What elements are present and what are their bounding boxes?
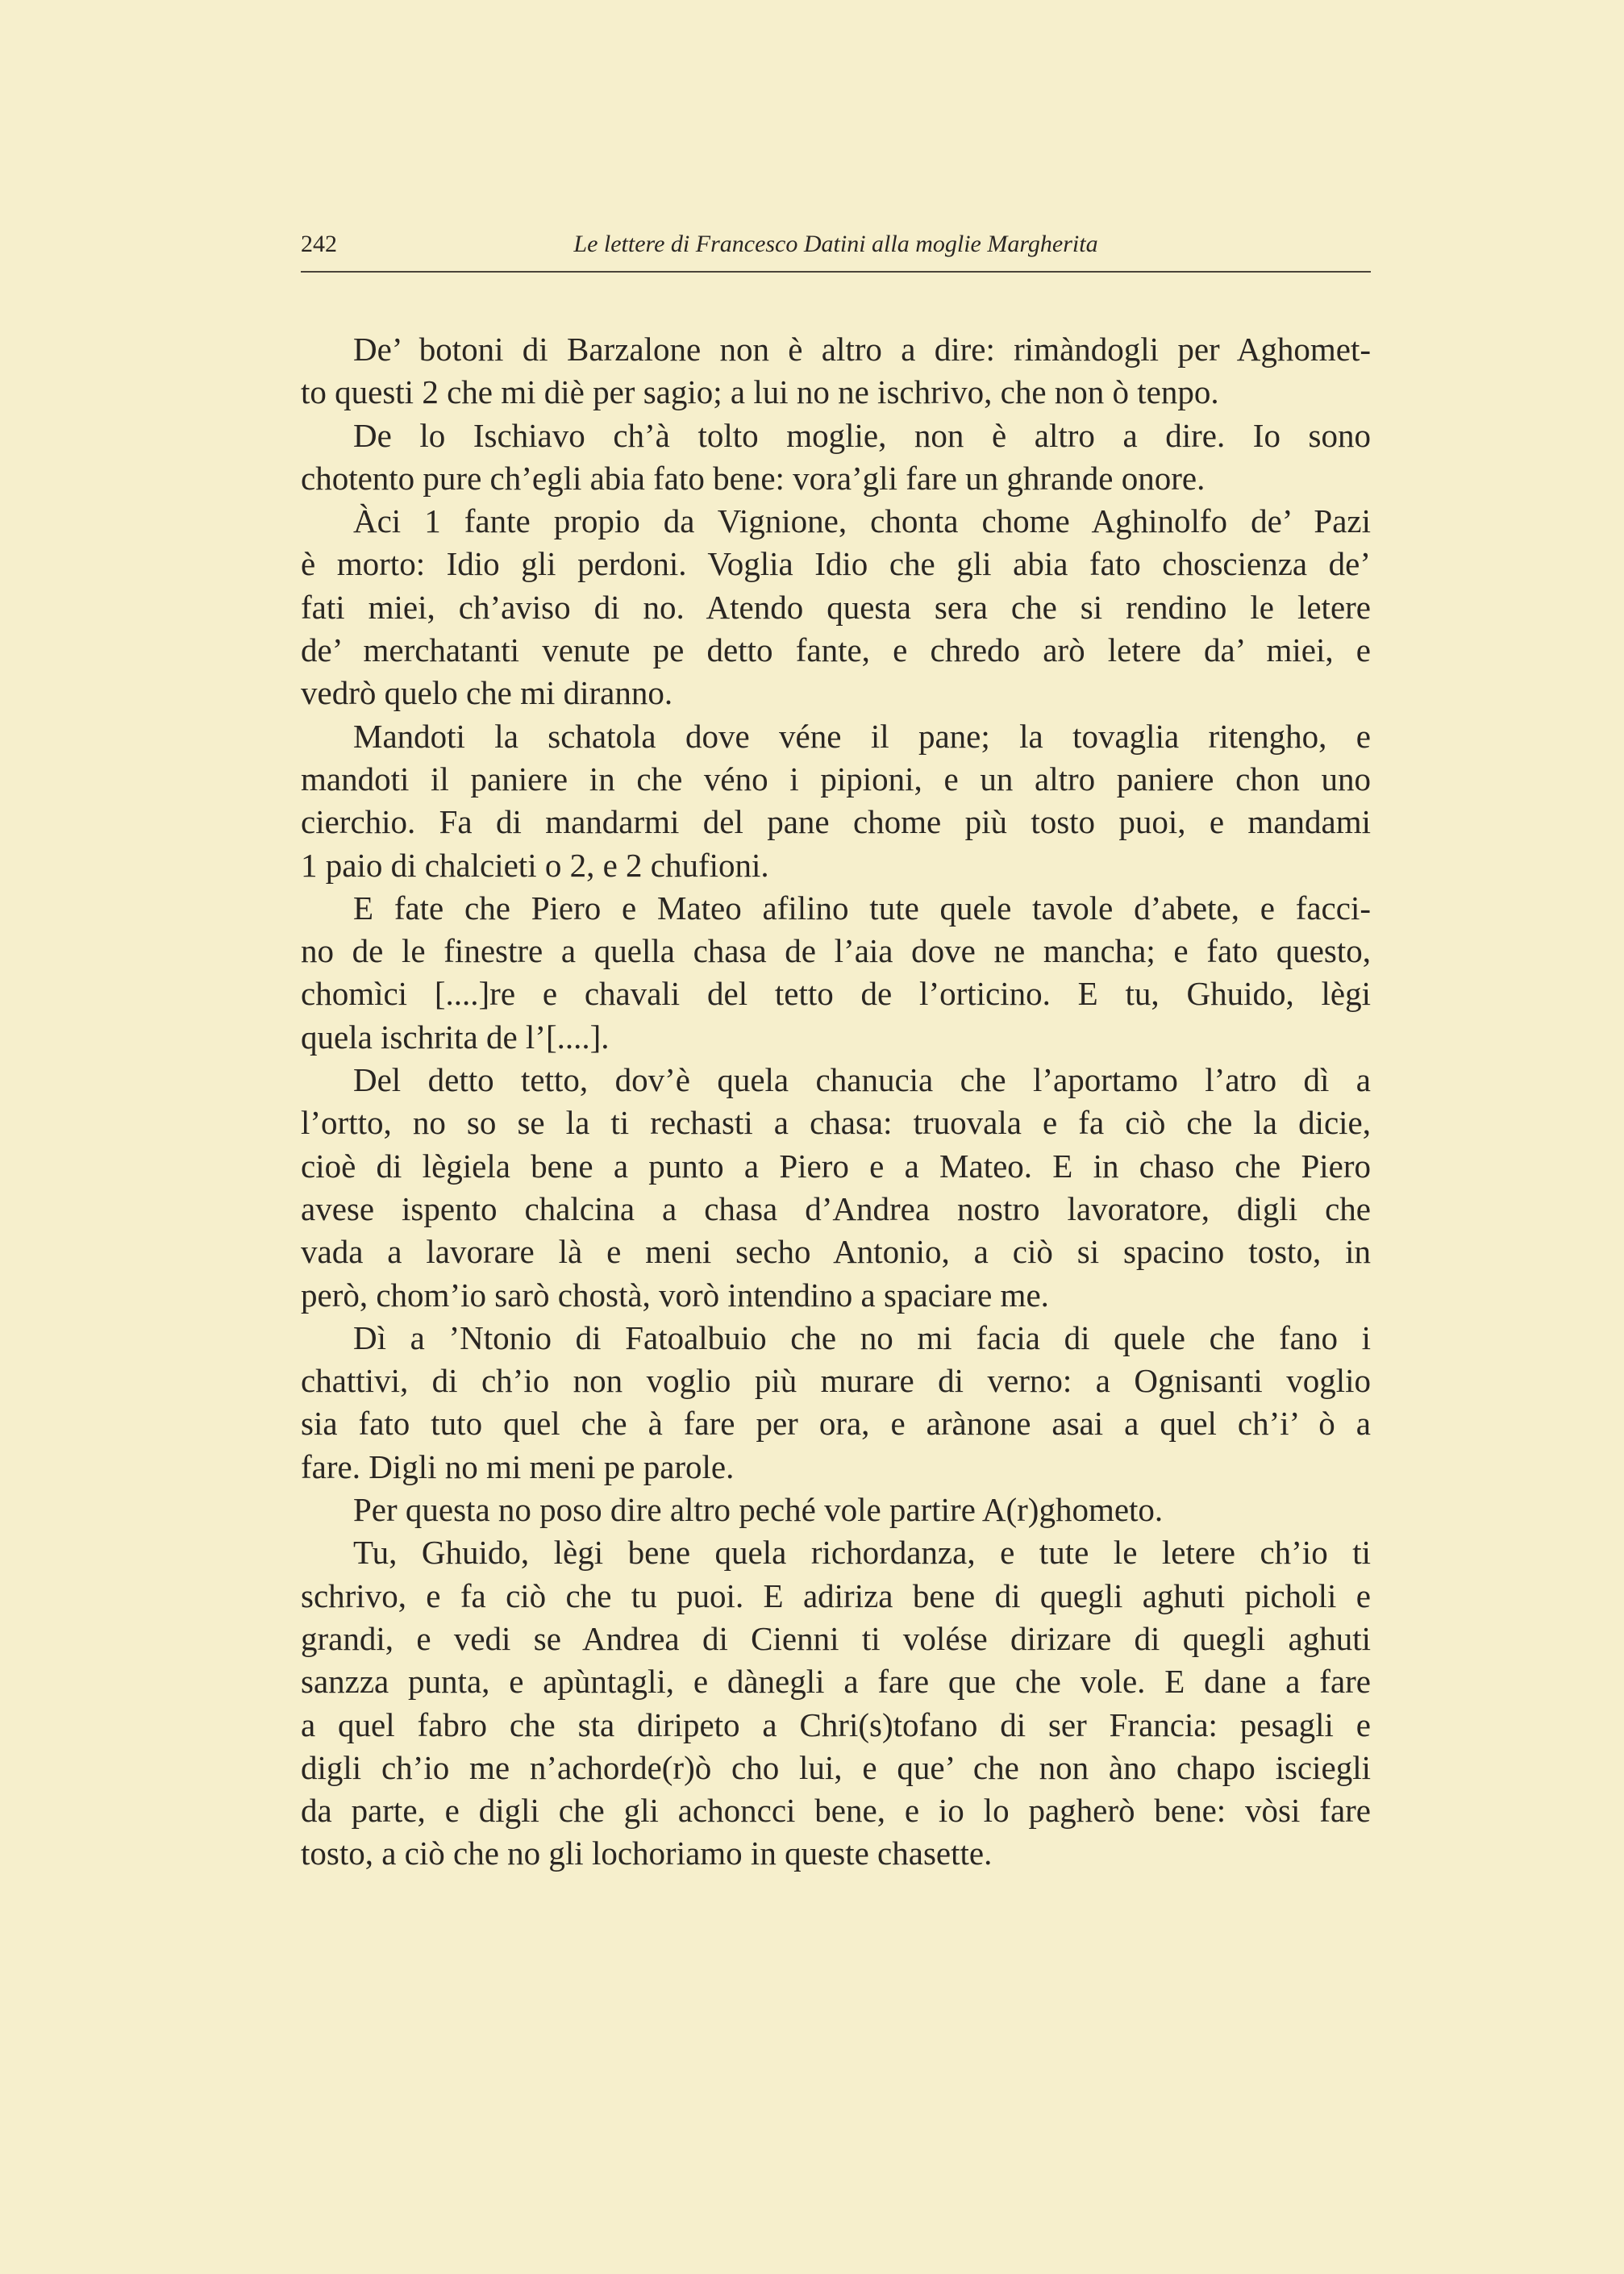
text-line: to questi 2 che mi diè per sagio; a lui no ne ischrivo, che non ò tenpo. [301,373,1219,411]
paragraph [301,887,1371,1059]
text-line: è morto: Idio gli perdoni. Voglia Idio che gli abia fato choscienza de’ [301,545,1371,583]
paragraph [301,1059,1371,1317]
text-line: De’ botoni di Barzalone non è altro a dire: rimàndogli per Aghomet- [353,331,1371,368]
paragraph [301,1489,1371,1531]
text-line: chotento pure ch’egli abia fato bene: vora’gli fare un ghrande onore. [301,459,1206,497]
text-line: E fate che Piero e Mateo afilino tute quele tavole d’abete, e facci- [353,889,1371,927]
text-line: Per questa no poso dire altro peché vole partire A(r)ghometo. [353,1491,1164,1529]
text-line: Mandoti la schatola dove véne il pane; la tovaglia ritengho, e [353,717,1371,755]
text-line: schrivo, e fa ciò che tu puoi. E adiriza bene di quegli aghuti picholi e [301,1576,1371,1614]
text-line: cierchio. Fa di mandarmi del pane chome più tosto puoi, e mandami [301,803,1371,841]
text-line: quela ischrita de l’[....]. [301,1018,610,1056]
text-line: fare. Digli no mi meni pe parole. [301,1447,735,1485]
text-line: chattivi, di ch’io non voglio più murare di verno: a Ognisanti voglio [301,1362,1371,1400]
text-line: grandi, e vedi se Andrea di Cienni ti volése dirizare di quegli aghuti [301,1619,1371,1657]
text-line: sia fato tuto quel che à fare per ora, e arànone asai a quel ch’i’ ò a [301,1405,1371,1443]
text-line: da parte, e digli che gli achoncci bene, e io lo pagherò bene: vòsi fare [301,1792,1371,1830]
text-line: avese ispento chalcina a chasa d’Andrea nostro lavoratore, digli che [301,1189,1371,1227]
paragraph [301,715,1371,887]
text-line: De lo Ischiavo ch’à tolto moglie, non è altro a dire. Io sono [353,416,1371,454]
paragraph [301,414,1371,501]
paragraph [301,500,1371,714]
running-title: Le lettere di Francesco Datini alla moglie Margherita [573,231,1098,257]
text-line: cioè di lègiela bene a punto a Piero e a Mateo. E in chaso che Piero [301,1147,1371,1185]
text-line: Tu, Ghuido, lègi bene quela richordanza, e tute le letere ch’io ti [353,1534,1371,1572]
text-line: l’ortto, no so se la ti rechasti a chasa: truovala e fa ciò che la dicie, [301,1104,1371,1142]
text-line: però, chom’io sarò chostà, vorò intendino a spaciare me. [301,1276,1049,1314]
text-line: 1 paio di chalcieti o 2, e 2 chufioni. [301,846,769,884]
text-line: de’ merchatanti venute pe detto fante, e chredo arò letere da’ miei, e [301,631,1371,669]
paragraph [301,328,1371,414]
text-line: Àci 1 fante propio da Vignione, chonta chome Aghinolfo de’ Pazi [353,502,1371,540]
text-line: fati miei, ch’aviso di no. Atendo questa sera che si rendino le letere [301,588,1371,626]
text-line: tosto, a ciò che no gli lochoriamo in queste chasette. [301,1835,993,1872]
text-line: chomìci [....]re e chavali del tetto de l’orticino. E tu, Ghuido, lègi [301,975,1371,1013]
paragraph [301,1531,1371,1875]
text-line: vada a lavorare là e meni secho Antonio, a ciò si spacino tosto, in [301,1233,1371,1271]
letter-body [301,328,1371,1876]
text-line: Dì a ’Ntonio di Fatoalbuio che no mi facia di quele che fano i [353,1318,1371,1356]
text-line: Del detto tetto, dov’è quela chanucia che l’aportamo l’atro dì a [353,1061,1371,1099]
text-line: vedrò quelo che mi diranno. [301,674,673,712]
paragraph [301,1317,1371,1489]
text-line: digli ch’io me n’achorde(r)ò cho lui, e que’ che non àno chapo isciegli [301,1748,1371,1786]
text-line: a quel fabro che sta diripeto a Chri(s)tofano di ser Francia: pesagli e [301,1706,1371,1743]
text-line: mandoti il paniere in che véno i pipioni, e un altro paniere chon uno [301,760,1371,798]
text-line: no de le finestre a quella chasa de l’aia dove ne mancha; e fato questo, [301,932,1371,970]
page-number: 242 [301,231,337,257]
header-rule [301,271,1371,273]
text-line: sanzza punta, e apùntagli, e dànegli a fare que che vole. E dane a fare [301,1663,1371,1701]
